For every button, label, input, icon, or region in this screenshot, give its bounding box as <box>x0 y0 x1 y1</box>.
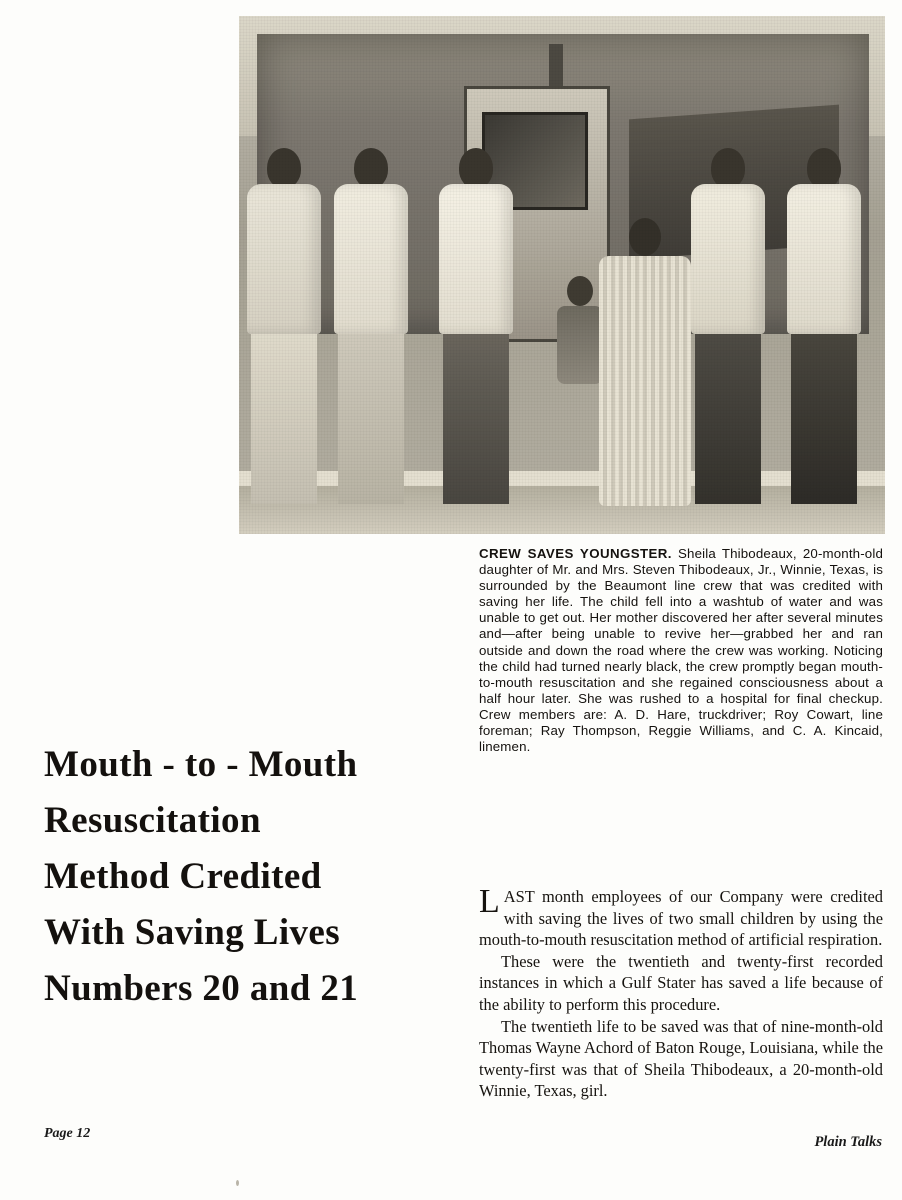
photo-person <box>787 148 861 504</box>
photo-person <box>334 148 408 504</box>
page-number: Page 12 <box>44 1126 91 1141</box>
photo-image <box>239 16 885 534</box>
headline-line-5: Numbers 20 and 21 <box>44 967 359 1009</box>
photo-person <box>691 148 765 504</box>
article-headline <box>44 737 464 1017</box>
photo-woman <box>599 218 691 506</box>
article-paragraph: The twentieth life to be saved was that of nine-month-old Thomas Wayne Achord of Baton Rouge, Louisiana, while the twenty-first was that of Sheila Thibodeaux, a 20-month-old Winnie, Texas, girl. <box>479 1016 883 1101</box>
article-paragraph-text: AST month employees of our Company were credited with saving the lives of two small children by using the mouth-to-mouth resuscitation method of artificial respiration. <box>479 887 883 950</box>
headline-line-1: Mouth - to - Mouth <box>44 743 358 785</box>
paper-speck <box>236 1180 239 1186</box>
photo-person <box>247 148 321 504</box>
photo-caption <box>479 546 883 755</box>
article-paragraph <box>479 883 883 951</box>
crew-photograph <box>239 16 885 534</box>
headline-line-3: Method Credited <box>44 855 322 897</box>
article-body <box>479 883 883 1102</box>
publication-name: Plain Talks <box>814 1134 882 1150</box>
caption-text: Sheila Thibodeaux, 20-month-old daughter of Mr. and Mrs. Steven Thibodeaux, Jr., Winnie, Texas, is surrounded by the Beaumont line crew that was credited with saving her life. The child fell into a washtub of water and was unable to get out. Her mother discovered her after several minutes and—after being unable to revive her—grabbed her and ran outside and down the road where the crew was working. Noticing the child had turned nearly black, the crew promptly began mouth-to-mouth resuscitation and she regained consciousness about a half hour later. She was rushed to a hospital for final checkup. Crew members are: A. D. Hare, truckdriver; Roy Cowart, line foreman; Ray Thompson, Reggie Williams, and C. A. Kincaid, linemen. <box>479 546 883 755</box>
headline-line-2: Resuscitation <box>44 799 261 841</box>
article-paragraph: These were the twentieth and twenty-first recorded instances in which a Gulf Stater has saved a life because of the ability to perform this procedure. <box>479 951 883 1014</box>
drop-cap: L <box>479 883 500 920</box>
photo-child <box>557 276 603 384</box>
headline-line-4: With Saving Lives <box>44 911 341 953</box>
photo-person <box>439 148 513 504</box>
caption-lead: CREW SAVES YOUNGSTER. <box>479 546 672 561</box>
